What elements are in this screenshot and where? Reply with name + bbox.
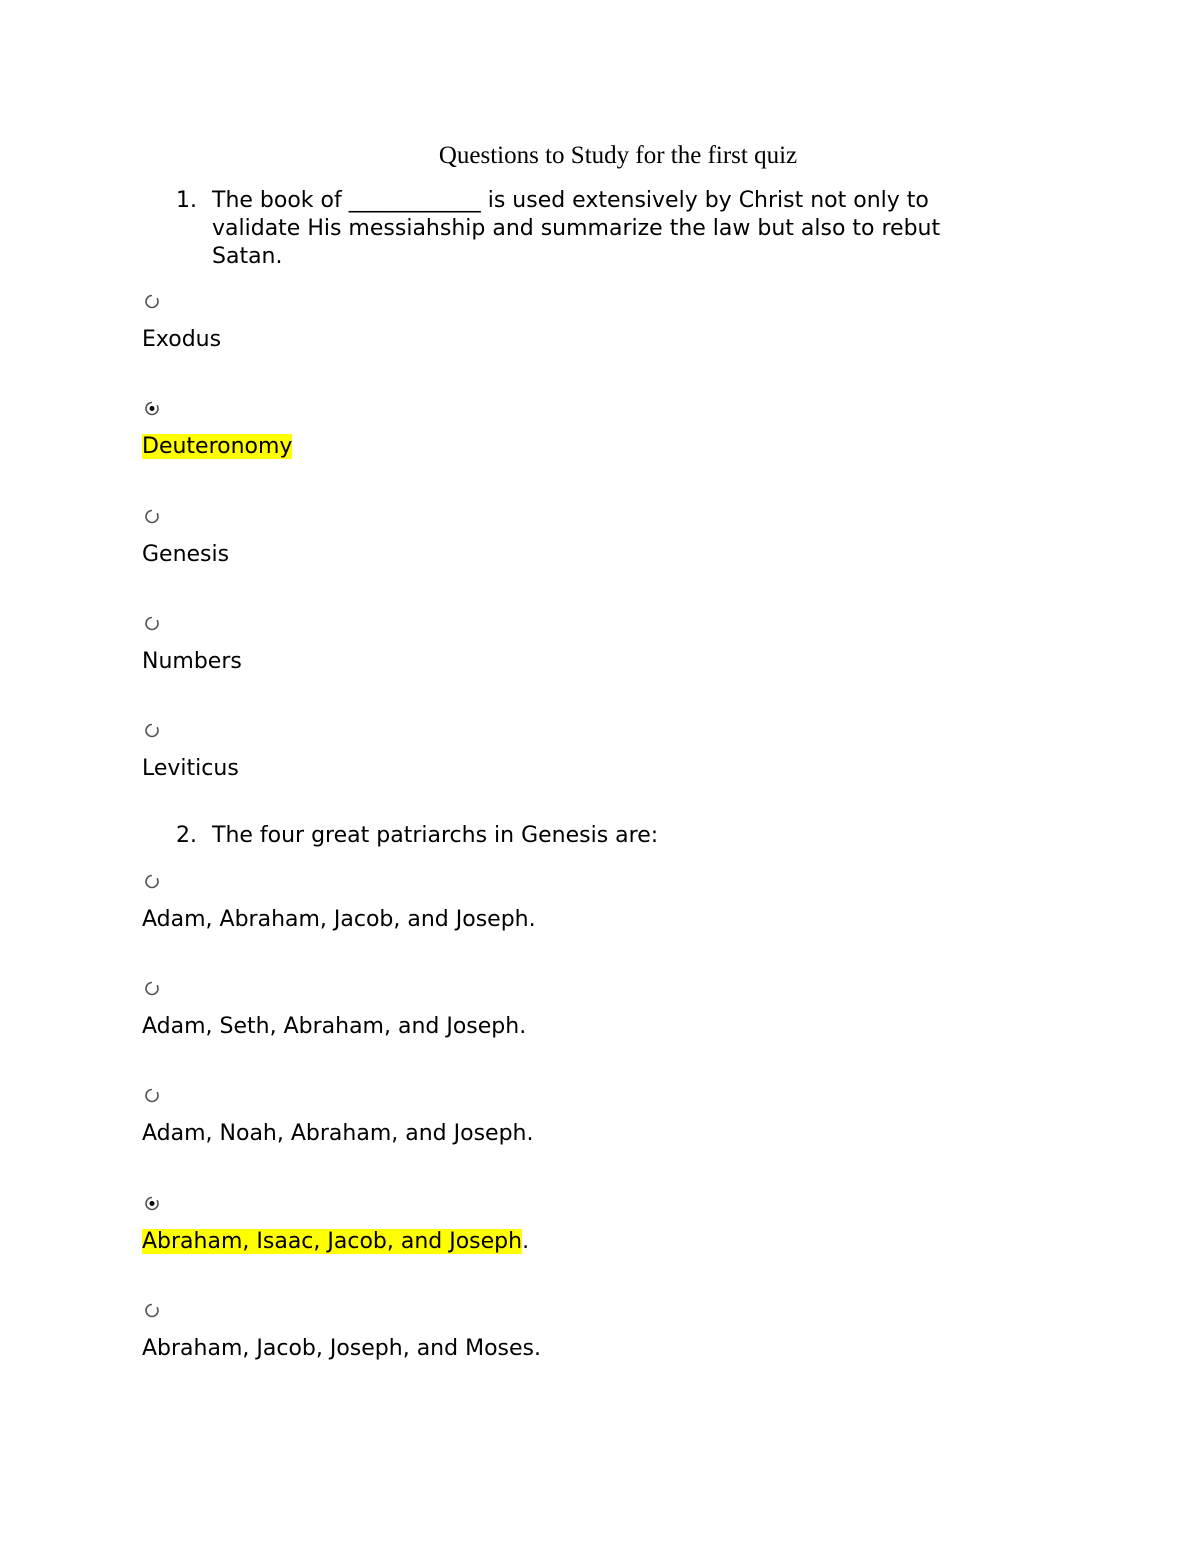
question-1	[176, 187, 1016, 271]
radio-button-selected-icon[interactable]	[144, 400, 161, 417]
radio-button-selected-icon[interactable]	[144, 1195, 161, 1212]
answer-option: Adam, Abraham, Jacob, and Joseph.	[142, 907, 536, 932]
answer-highlight: Abraham, Isaac, Jacob, and Joseph	[142, 1229, 523, 1254]
answer-option-highlighted	[142, 433, 292, 461]
answer-option: Adam, Noah, Abraham, and Joseph.	[142, 1121, 534, 1146]
radio-button-unselected-icon[interactable]	[144, 508, 161, 525]
answer-option: Numbers	[142, 649, 242, 674]
answer-suffix: .	[522, 1229, 530, 1254]
answer-option: Adam, Seth, Abraham, and Joseph.	[142, 1014, 527, 1039]
question-text: The four great patriarchs in Genesis are:	[212, 823, 659, 848]
answer-option: Abraham, Jacob, Joseph, and Moses.	[142, 1336, 541, 1361]
answer-option-highlighted	[142, 1228, 529, 1256]
radio-button-unselected-icon[interactable]	[144, 1302, 161, 1319]
question-number: 1.	[176, 188, 197, 213]
radio-button-unselected-icon[interactable]	[144, 722, 161, 739]
answer-option: Genesis	[142, 542, 230, 567]
answer-option: Exodus	[142, 327, 222, 352]
radio-button-unselected-icon[interactable]	[144, 873, 161, 890]
page-title: Questions to Study for the first quiz	[438, 142, 798, 169]
question-text: The book of ____________ is used extensively by Christ not only to validate His messiahship and summarize the law but also to rebut Satan.	[212, 188, 941, 269]
radio-button-unselected-icon[interactable]	[144, 293, 161, 310]
radio-button-unselected-icon[interactable]	[144, 980, 161, 997]
radio-button-unselected-icon[interactable]	[144, 615, 161, 632]
radio-button-unselected-icon[interactable]	[144, 1087, 161, 1104]
question-2	[176, 822, 1016, 850]
answer-option: Leviticus	[142, 756, 239, 781]
question-number: 2.	[176, 823, 197, 848]
answer-highlight: Deuteronomy	[142, 434, 293, 459]
